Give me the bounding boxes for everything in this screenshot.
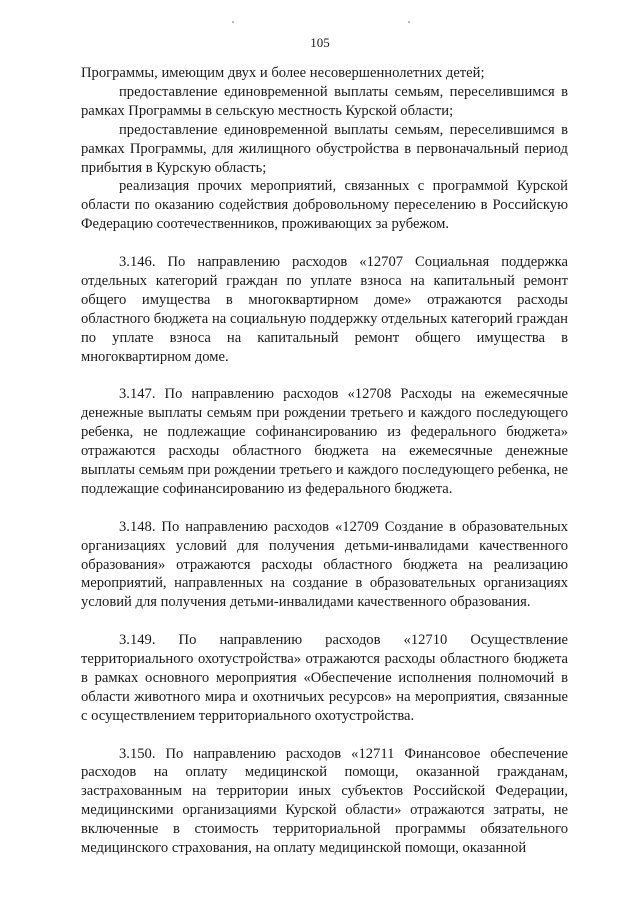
document-body — [81, 64, 568, 858]
list-item-rural-relocation: предоставление единовременной выплаты семьям, переселившимся в рамках Программы в сельскую местность Курской области; — [81, 83, 568, 119]
list-item-housing-arrangement: предоставление единовременной выплаты семьям, переселившимся в рамках Программы, для жилищного обустройства в первоначальный период прибытия в Курскую область; — [81, 121, 568, 176]
section-3-146: 3.146. По направлению расходов «12707 Социальная поддержка отдельных категорий граждан по уплате взноса на капитальный ремонт общего имущества в многоквартирном доме» отражаются расходы областного бюджета на социальную поддержку отдельных категорий граждан по уплате взноса на капитальный ремонт общего имущества в многоквартирном доме. — [81, 254, 568, 365]
scan-dot — [408, 21, 410, 23]
list-item-other-activities: реализация прочих мероприятий, связанных с программой Курской области по оказанию содействия добровольному переселению в Российскую Федерацию соотечественников, проживающих за рубежом. — [81, 178, 568, 233]
scan-dot — [232, 21, 234, 23]
section-3-150: 3.150. По направлению расходов «12711 Финансовое обеспечение расходов на оплату медицинской помощи, оказанной гражданам, застрахованным на территории иных субъектов Российской Федерации, медицинскими организациями Курской области» отражаются затраты, не включенные в стоимость территориальной программы обязательного медицинского страхования, на оплату медицинской помощи, оказанной — [81, 745, 568, 857]
paragraph-continuation: Программы, имеющим двух и более несовершеннолетних детей; — [81, 65, 485, 81]
section-3-149: 3.149. По направлению расходов «12710 Осуществление территориального охотустройства» отражаются расходы областного бюджета в рамках основного мероприятия «Обеспечение исполнения полномочий в области животного мира и охотничьих ресурсов» на мероприятия, связанные с осуществлением территориального охотустройства. — [81, 632, 568, 724]
section-3-148: 3.148. По направлению расходов «12709 Создание в образовательных организациях условий для получения детьми-инвалидами качественного образования» отражаются расходы областного бюджета на реализацию мероприятий, направленных на создание в образовательных организациях условий для получения детьми-инвалидами качественного образования. — [81, 518, 568, 611]
section-3-147: 3.147. По направлению расходов «12708 Расходы на ежемесячные денежные выплаты семьям при рождении третьего и каждого последующего ребенка, не подлежащие софинансированию из федерального бюджета» отражаются расходы областного бюджета на ежемесячные денежные выплаты семьям при рождении третьего и каждого последующего ребенка, не подлежащие софинансированию из федерального бюджета. — [81, 386, 568, 497]
page-number: 105 — [310, 35, 330, 50]
